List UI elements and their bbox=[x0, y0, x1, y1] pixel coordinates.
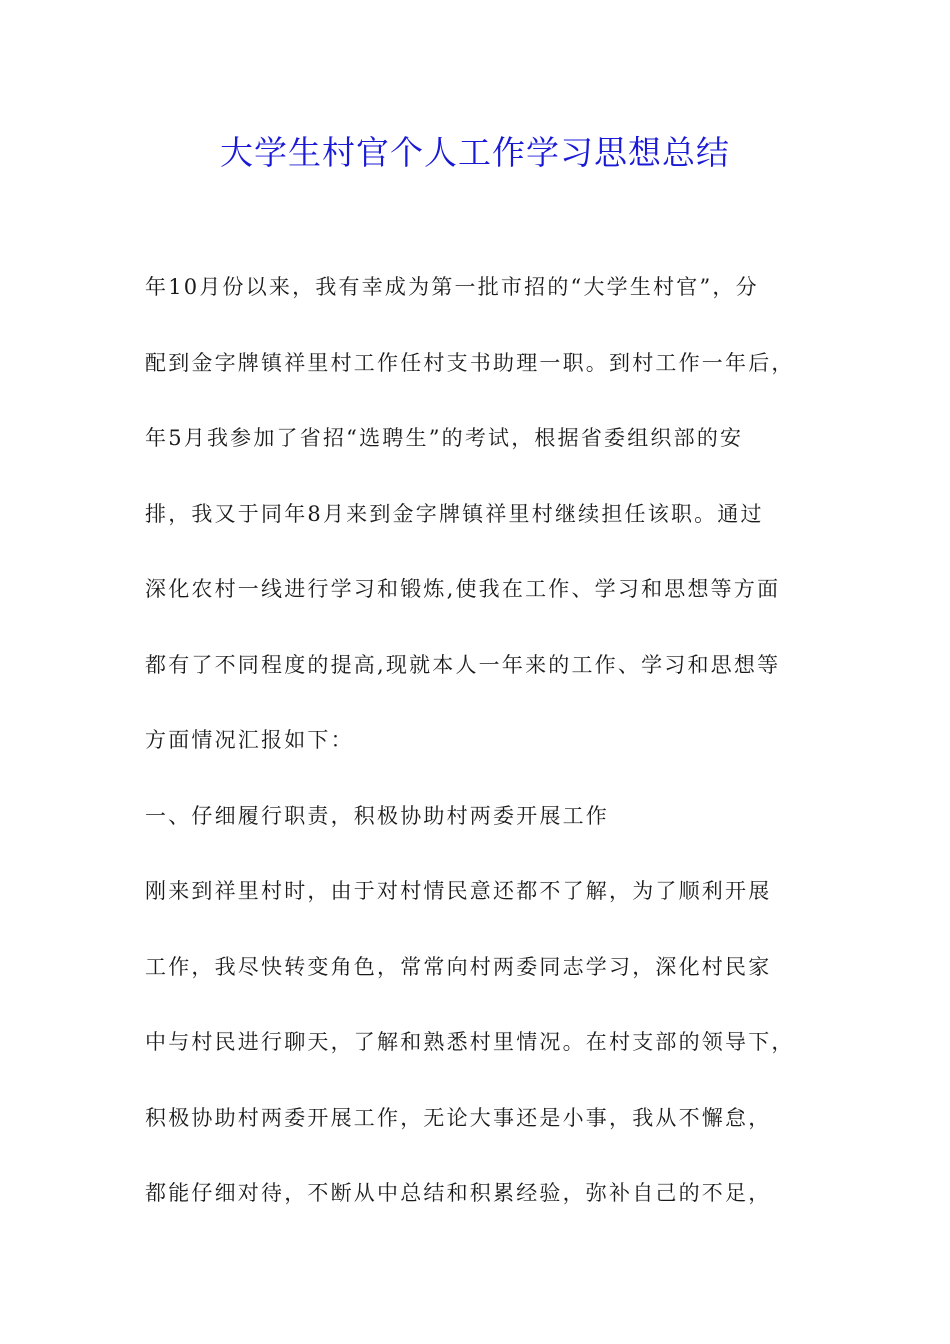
body-line: 配到金字牌镇祥里村工作任村支书助理一职。到村工作一年后， bbox=[145, 350, 795, 375]
body-line: 中与村民进行聊天，了解和熟悉村里情况。在村支部的领导下， bbox=[145, 1030, 795, 1054]
body-line: 都有了不同程度的提高,现就本人一年来的工作、学习和思想等 bbox=[145, 652, 781, 677]
body-line: 都能仔细对待，不断从中总结和积累经验，弥补自己的不足， bbox=[145, 1181, 772, 1205]
section-heading: 一、仔细履行职责，积极协助村两委开展工作 bbox=[145, 803, 609, 828]
body-line: 工作，我尽快转变角色，常常向村两委同志学习，深化村民家 bbox=[145, 954, 772, 979]
document-body bbox=[145, 262, 825, 1244]
body-line: 排，我又于同年8月来到金字牌镇祥里村继续担任该职。通过 bbox=[145, 501, 764, 526]
body-line: 方面情况汇报如下： bbox=[145, 728, 354, 752]
body-line: 年5月我参加了省招“选聘生”的考试，根据省委组织部的安 bbox=[145, 426, 744, 450]
body-line: 深化农村一线进行学习和锻炼,使我在工作、学习和思想等方面 bbox=[145, 577, 781, 601]
body-line: 积极协助村两委开展工作，无论大事还是小事，我从不懈怠， bbox=[145, 1105, 772, 1130]
body-line: 刚来到祥里村时，由于对村情民意还都不了解，为了顺利开展 bbox=[145, 879, 772, 903]
document-title: 大学生村官个人工作学习思想总结 bbox=[220, 133, 730, 172]
body-line: 年10月份以来，我有幸成为第一批市招的“大学生村官”，分 bbox=[145, 275, 759, 299]
